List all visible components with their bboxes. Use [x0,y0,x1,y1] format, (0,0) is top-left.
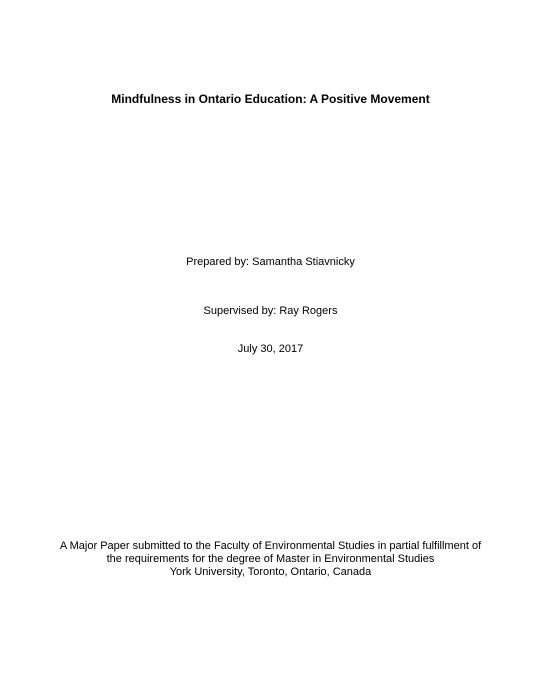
date: July 30, 2017 [237,343,304,355]
submission-line-3: York University, Toronto, Ontario, Canada [169,566,372,578]
submission-statement [0,540,541,579]
supervised-by: Supervised by: Ray Rogers [203,305,338,317]
paper-title: Mindfulness in Ontario Education: A Positive Movement [111,92,430,106]
prepared-by: Prepared by: Samantha Stiavnicky [186,256,355,268]
submission-line-2: the requirements for the degree of Master in Environmental Studies [106,553,435,565]
submission-line-1: A Major Paper submitted to the Faculty of Environmental Studies in partial fulfillment of [59,540,482,552]
